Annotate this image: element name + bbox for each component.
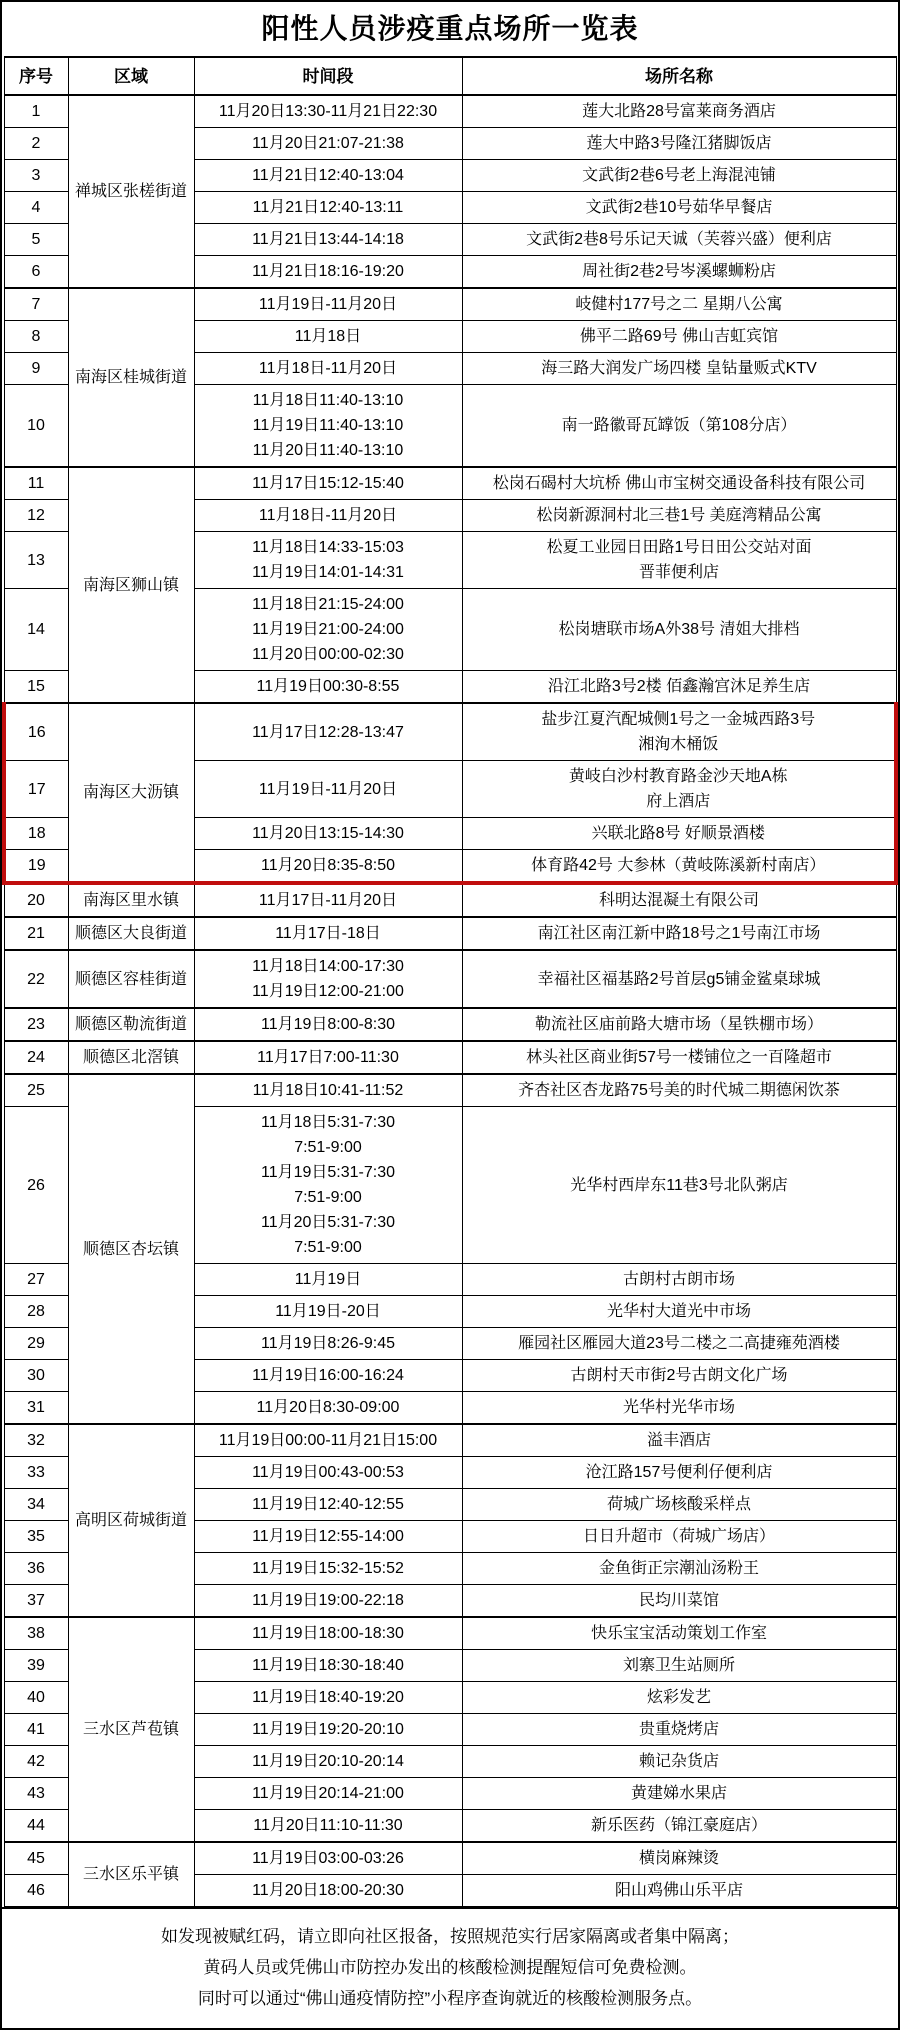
cell-no: 20	[4, 883, 68, 917]
cell-no: 5	[4, 224, 68, 256]
cell-region: 三水区乐平镇	[68, 1842, 194, 1907]
cell-no: 8	[4, 321, 68, 353]
cell-no: 33	[4, 1457, 68, 1489]
cell-time: 11月18日10:41-11:52	[194, 1074, 462, 1107]
cell-place: 松夏工业园日田路1号日田公交站对面 晋菲便利店	[462, 532, 896, 589]
cell-time: 11月19日00:43-00:53	[194, 1457, 462, 1489]
cell-place: 南江社区南江新中路18号之1号南江市场	[462, 917, 896, 950]
cell-place: 民均川菜馆	[462, 1585, 896, 1618]
cell-no: 2	[4, 128, 68, 160]
cell-no: 19	[4, 850, 68, 884]
cell-no: 12	[4, 500, 68, 532]
cell-place: 莲大北路28号富莱商务酒店	[462, 95, 896, 128]
cell-region: 三水区芦苞镇	[68, 1617, 194, 1842]
key-places-table	[2, 56, 898, 1907]
cell-time: 11月19日-11月20日	[194, 288, 462, 321]
cell-no: 36	[4, 1553, 68, 1585]
cell-time: 11月19日18:40-19:20	[194, 1682, 462, 1714]
cell-time: 11月19日-11月20日	[194, 761, 462, 818]
cell-time: 11月20日13:30-11月21日22:30	[194, 95, 462, 128]
table-row	[4, 883, 896, 917]
cell-place: 文武街2巷6号老上海混沌铺	[462, 160, 896, 192]
cell-place: 勒流社区庙前路大塘市场（星铁棚市场）	[462, 1008, 896, 1041]
cell-time: 11月19日18:30-18:40	[194, 1650, 462, 1682]
cell-place: 光华村西岸东11巷3号北队粥店	[462, 1107, 896, 1264]
cell-region: 高明区荷城街道	[68, 1424, 194, 1617]
cell-no: 31	[4, 1392, 68, 1425]
cell-no: 15	[4, 671, 68, 704]
cell-place: 刘寨卫生站厕所	[462, 1650, 896, 1682]
cell-place: 新乐医药（锦江豪庭店）	[462, 1810, 896, 1843]
cell-no: 14	[4, 589, 68, 671]
cell-region: 顺德区大良街道	[68, 917, 194, 950]
cell-place: 松岗石碣村大坑桥 佛山市宝树交通设备科技有限公司	[462, 467, 896, 500]
table-row	[4, 917, 896, 950]
cell-place: 荷城广场核酸采样点	[462, 1489, 896, 1521]
cell-no: 16	[4, 703, 68, 761]
cell-no: 45	[4, 1842, 68, 1875]
cell-place: 松岗塘联市场A外38号 清姐大排档	[462, 589, 896, 671]
cell-time: 11月19日-20日	[194, 1296, 462, 1328]
table-row	[4, 950, 896, 1008]
cell-place: 海三路大润发广场四楼 皇钻量贩式KTV	[462, 353, 896, 385]
table-row	[4, 95, 896, 128]
cell-no: 7	[4, 288, 68, 321]
cell-place: 溢丰酒店	[462, 1424, 896, 1457]
cell-place: 文武街2巷8号乐记天诚（芙蓉兴盛）便利店	[462, 224, 896, 256]
cell-place: 兴联北路8号 好顺景酒楼	[462, 818, 896, 850]
cell-no: 22	[4, 950, 68, 1008]
cell-time: 11月19日20:10-20:14	[194, 1746, 462, 1778]
cell-no: 34	[4, 1489, 68, 1521]
table-row	[4, 1074, 896, 1107]
cell-time: 11月17日15:12-15:40	[194, 467, 462, 500]
table-row	[4, 1842, 896, 1875]
cell-no: 1	[4, 95, 68, 128]
cell-region: 南海区里水镇	[68, 883, 194, 917]
cell-no: 23	[4, 1008, 68, 1041]
cell-time: 11月19日15:32-15:52	[194, 1553, 462, 1585]
cell-time: 11月18日21:15-24:00 11月19日21:00-24:00 11月20日00:00-02:30	[194, 589, 462, 671]
cell-no: 26	[4, 1107, 68, 1264]
cell-time: 11月19日20:14-21:00	[194, 1778, 462, 1810]
cell-no: 42	[4, 1746, 68, 1778]
cell-time: 11月19日18:00-18:30	[194, 1617, 462, 1650]
cell-time: 11月19日03:00-03:26	[194, 1842, 462, 1875]
header-place: 场所名称	[462, 57, 896, 95]
cell-place: 横岗麻辣烫	[462, 1842, 896, 1875]
cell-time: 11月21日12:40-13:11	[194, 192, 462, 224]
cell-time: 11月21日18:16-19:20	[194, 256, 462, 289]
cell-no: 44	[4, 1810, 68, 1843]
cell-place: 岐健村177号之二 星期八公寓	[462, 288, 896, 321]
table-row	[4, 703, 896, 761]
cell-place: 周社街2巷2号岑溪螺蛳粉店	[462, 256, 896, 289]
cell-place: 沿江北路3号2楼 佰鑫瀚宫沐足养生店	[462, 671, 896, 704]
cell-no: 6	[4, 256, 68, 289]
cell-time: 11月19日16:00-16:24	[194, 1360, 462, 1392]
cell-time: 11月18日14:33-15:03 11月19日14:01-14:31	[194, 532, 462, 589]
footer-line: 如发现被赋红码，请立即向社区报备，按照规范实行居家隔离或者集中隔离；	[161, 1927, 739, 1946]
cell-time: 11月19日12:55-14:00	[194, 1521, 462, 1553]
cell-place: 体育路42号 大参林（黄岐陈溪新村南店）	[462, 850, 896, 884]
cell-no: 37	[4, 1585, 68, 1618]
table-row	[4, 1424, 896, 1457]
cell-time: 11月17日12:28-13:47	[194, 703, 462, 761]
cell-time: 11月18日-11月20日	[194, 500, 462, 532]
cell-time: 11月20日8:30-09:00	[194, 1392, 462, 1425]
page-title: 阳性人员涉疫重点场所一览表	[261, 13, 639, 44]
cell-place: 文武街2巷10号茹华早餐店	[462, 192, 896, 224]
cell-place: 佛平二路69号 佛山吉虹宾馆	[462, 321, 896, 353]
cell-no: 28	[4, 1296, 68, 1328]
cell-no: 25	[4, 1074, 68, 1107]
cell-time: 11月21日13:44-14:18	[194, 224, 462, 256]
cell-time: 11月20日11:10-11:30	[194, 1810, 462, 1843]
cell-no: 40	[4, 1682, 68, 1714]
cell-no: 38	[4, 1617, 68, 1650]
cell-no: 10	[4, 385, 68, 468]
cell-no: 4	[4, 192, 68, 224]
header-region: 区域	[68, 57, 194, 95]
cell-time: 11月20日18:00-20:30	[194, 1875, 462, 1907]
cell-time: 11月19日8:00-8:30	[194, 1008, 462, 1041]
header-no: 序号	[4, 57, 68, 95]
cell-place: 幸福社区福基路2号首层g5铺金鲨桌球城	[462, 950, 896, 1008]
cell-no: 32	[4, 1424, 68, 1457]
cell-time: 11月20日21:07-21:38	[194, 128, 462, 160]
cell-place: 沧江路157号便利仔便利店	[462, 1457, 896, 1489]
cell-time: 11月19日	[194, 1264, 462, 1296]
cell-region: 顺德区北滘镇	[68, 1041, 194, 1074]
cell-place: 快乐宝宝活动策划工作室	[462, 1617, 896, 1650]
cell-no: 9	[4, 353, 68, 385]
cell-region: 顺德区杏坛镇	[68, 1074, 194, 1424]
cell-place: 黄建娣水果店	[462, 1778, 896, 1810]
cell-no: 29	[4, 1328, 68, 1360]
cell-time: 11月17日-18日	[194, 917, 462, 950]
header-time: 时间段	[194, 57, 462, 95]
cell-time: 11月19日00:00-11月21日15:00	[194, 1424, 462, 1457]
footer-line: 同时可以通过“佛山通疫情防控”小程序查询就近的核酸检测服务点。	[197, 1989, 703, 2008]
cell-region: 顺德区容桂街道	[68, 950, 194, 1008]
cell-time: 11月18日-11月20日	[194, 353, 462, 385]
cell-place: 赖记杂货店	[462, 1746, 896, 1778]
cell-place: 齐杏社区杏龙路75号美的时代城二期德闲饮茶	[462, 1074, 896, 1107]
cell-time: 11月17日7:00-11:30	[194, 1041, 462, 1074]
cell-place: 林头社区商业街57号一楼铺位之一百隆超市	[462, 1041, 896, 1074]
cell-no: 35	[4, 1521, 68, 1553]
cell-time: 11月19日19:00-22:18	[194, 1585, 462, 1618]
cell-no: 11	[4, 467, 68, 500]
table-row	[4, 467, 896, 500]
cell-time: 11月18日	[194, 321, 462, 353]
cell-time: 11月18日11:40-13:10 11月19日11:40-13:10 11月20日11:40-13:10	[194, 385, 462, 468]
cell-place: 光华村大道光中市场	[462, 1296, 896, 1328]
cell-no: 27	[4, 1264, 68, 1296]
cell-place: 阳山鸡佛山乐平店	[462, 1875, 896, 1907]
cell-place: 古朗村天市街2号古朗文化广场	[462, 1360, 896, 1392]
cell-place: 黄岐白沙村教育路金沙天地A栋 府上酒店	[462, 761, 896, 818]
table-row	[4, 288, 896, 321]
cell-no: 21	[4, 917, 68, 950]
cell-no: 24	[4, 1041, 68, 1074]
cell-place: 古朗村古朗市场	[462, 1264, 896, 1296]
cell-no: 43	[4, 1778, 68, 1810]
cell-time: 11月19日19:20-20:10	[194, 1714, 462, 1746]
table-body	[4, 95, 896, 1907]
cell-time: 11月20日13:15-14:30	[194, 818, 462, 850]
cell-time: 11月19日00:30-8:55	[194, 671, 462, 704]
cell-time: 11月19日8:26-9:45	[194, 1328, 462, 1360]
cell-time: 11月17日-11月20日	[194, 883, 462, 917]
cell-no: 41	[4, 1714, 68, 1746]
table-row	[4, 1008, 896, 1041]
cell-no: 3	[4, 160, 68, 192]
table-row	[4, 1041, 896, 1074]
cell-no: 18	[4, 818, 68, 850]
cell-region: 顺德区勒流街道	[68, 1008, 194, 1041]
cell-place: 盐步江夏汽配城侧1号之一金城西路3号 湘洵木桶饭	[462, 703, 896, 761]
cell-region: 南海区狮山镇	[68, 467, 194, 703]
cell-region: 南海区桂城街道	[68, 288, 194, 467]
cell-region: 南海区大沥镇	[68, 703, 194, 883]
footer-notice	[2, 1907, 898, 2028]
cell-region: 禅城区张槎街道	[68, 95, 194, 288]
cell-place: 炫彩发艺	[462, 1682, 896, 1714]
cell-place: 日日升超市（荷城广场店）	[462, 1521, 896, 1553]
table-header-row	[4, 57, 896, 95]
cell-place: 科明达混凝土有限公司	[462, 883, 896, 917]
footer-line: 黄码人员或凭佛山市防控办发出的核酸检测提醒短信可免费检测。	[203, 1958, 697, 1977]
table-row	[4, 1617, 896, 1650]
cell-time: 11月21日12:40-13:04	[194, 160, 462, 192]
cell-place: 南一路徽哥瓦罉饭（第108分店）	[462, 385, 896, 468]
cell-no: 46	[4, 1875, 68, 1907]
cell-no: 30	[4, 1360, 68, 1392]
cell-place: 贵重烧烤店	[462, 1714, 896, 1746]
cell-time: 11月20日8:35-8:50	[194, 850, 462, 884]
cell-no: 13	[4, 532, 68, 589]
cell-place: 雁园社区雁园大道23号二楼之二高捷雍苑酒楼	[462, 1328, 896, 1360]
cell-time: 11月18日5:31-7:30 7:51-9:00 11月19日5:31-7:30 7:51-9:00 11月20日5:31-7:30 7:51-9:00	[194, 1107, 462, 1264]
cell-place: 松岗新源洞村北三巷1号 美庭湾精品公寓	[462, 500, 896, 532]
cell-time: 11月18日14:00-17:30 11月19日12:00-21:00	[194, 950, 462, 1008]
cell-no: 17	[4, 761, 68, 818]
cell-place: 金鱼街正宗潮汕汤粉王	[462, 1553, 896, 1585]
cell-no: 39	[4, 1650, 68, 1682]
cell-place: 光华村光华市场	[462, 1392, 896, 1425]
cell-time: 11月19日12:40-12:55	[194, 1489, 462, 1521]
cell-place: 莲大中路3号隆江猪脚饭店	[462, 128, 896, 160]
